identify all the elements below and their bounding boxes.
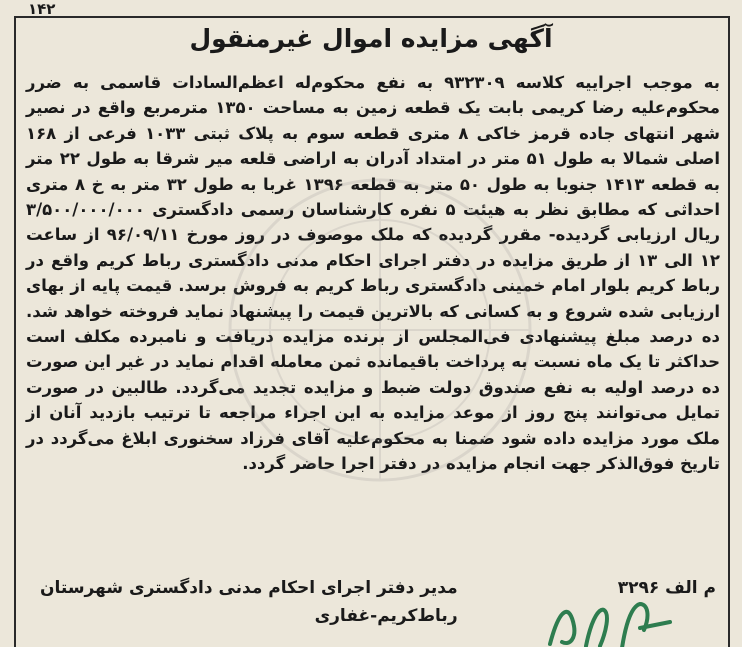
page-number: ۱۴۲ <box>28 0 56 18</box>
notice-body: به موجب اجراییه کلاسه ۹۳۲۳۰۹ به نفع محکوم‌له اعظم‌السادات قاسمی به ضرر محکوم‌علیه رضا کریمی بابت یک قطعه زمین به مساحت ۱۳۵۰ مترمربع واقع در نصیر شهر انتهای جاده قرمز خاکی ۸ متری قطعه سوم به پلاک ثبتی ۱۰۳۳ فرعی از ۱۶۸ اصلی شمالا به طول ۵۱ متر در امتداد آدران به اراضی قلعه میر شرقا به طول ۲۲ متر به قطعه ۱۴۱۳ جنوبا به طول ۵۰ متر به قطعه ۱۳۹۶ غربا به طول ۳۲ متر به خ ۸ متری احداثی که مطابق نظر به هیئت ۵ نفره کارشناسان رسمی دادگستری ۳/۵۰۰/۰۰۰/۰۰۰ ریال ارزیابی گردیده- مقرر گردیده که ملک موصوف در روز مورخ ۹۶/۰۹/۱۱ از ساعت ۱۲ الی ۱۳ از طریق مزایده در دفتر اجرای احکام مدنی دادگستری رباط کریم واقع در رباط کریم بلوار امام خمینی دادگستری رباط کریم به فروش برسد. قیمت پایه از بهای ارزیابی شده شروع و به کسانی که بالاترین قیمت را پیشنهاد نماید فروخته خواهد شد. ده درصد مبلغ پیشنهادی فی‌المجلس از برنده مزایده دریافت و نامبرده مکلف است حداکثر تا یک ماه نسبت به پرداخت باقیمانده ثمن معامله اقدام نماید در غیر این صورت ده درصد اولیه به نفع صندوق دولت ضبط و مزایده تجدید می‌گردد. طالبین در صورت تمایل می‌توانند پنج روز از موعد مزایده به این اجراء مراجعه تا ترتیب بازدید آنان از ملک مورد مزایده داده شود ضمنا به محکوم‌علیه آقای فرزاد سخنوری ابلاغ می‌گردد در تاریخ فوق‌الذکر جهت انجام مزایده در دفتر اجرا حاضر گردد. <box>26 73 721 474</box>
notice-title: آگهی مزایده اموال غیرمنقول <box>189 24 553 53</box>
handwritten-mark-icon <box>540 596 690 647</box>
signature-name: رباط‌کریم-غفاری <box>314 606 458 626</box>
signature-block <box>40 574 458 630</box>
reference-number: م الف ۳۲۹۶ <box>617 578 716 598</box>
signature-title: مدیر دفتر اجرای احکام مدنی دادگستری شهرستان <box>40 578 458 598</box>
